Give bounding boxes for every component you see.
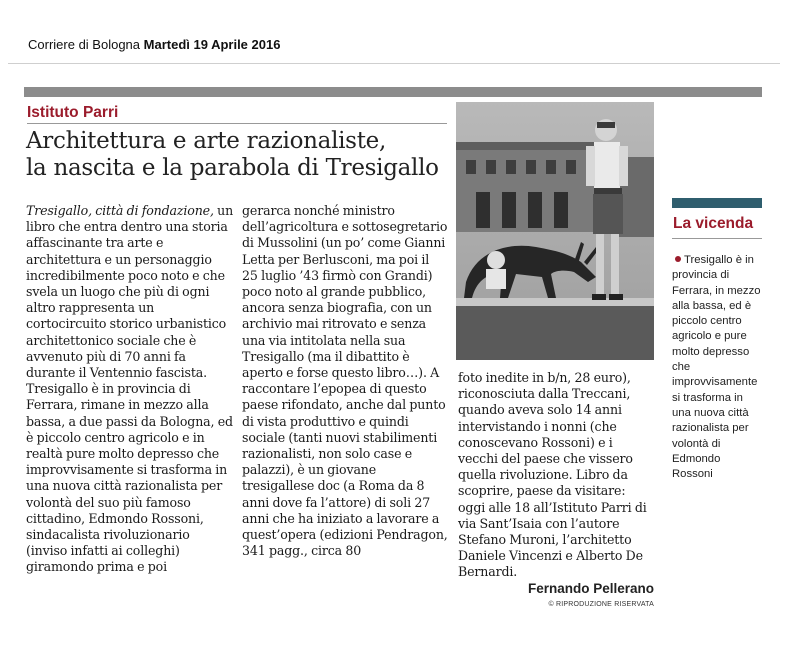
sidebar-divider [672, 238, 762, 239]
sidebar-bar [672, 198, 762, 208]
newspaper-name: Corriere di Bologna [28, 37, 141, 52]
article-column-1-text: un libro che entra dentro una storia affascinante tra arte e architettura e un personaggio incredibilmente poco noto e che svela un luogo che più di ogni altro rappresenta un cortocircuito storico urbanistico architettonico sociale che è avvenuto più di 70 anni fa durante il Ventennio fascista. Tresigallo è in provincia di Ferrara, rimane in mezzo alla bassa, a due passi da Bologna, ed è piccolo centro agricolo e in realtà pure molto depresso che improvvisamente si trasforma in una nuova città razionalista per volontà del suo più famoso cittadino, Edmondo Rossoni, sindacalista rivoluzionario (inviso infatti ai colleghi) giramondo prima e poi [26, 203, 234, 575]
article-column-3: foto inedite in b/n, 28 euro), riconosciuta dalla Treccani, quando aveva solo 14 anni intervistando i nonni (che conoscevano Rossoni) e i vecchi del paese che vissero quella rivoluzione. Libro da scoprire, paese da visitare: oggi alle 18 all’Istituto Parri di via Sant’Isaia con l’autore Stefano Muroni, l’architetto Daniele Vincenzi e Alberto De Bernardi. [458, 370, 647, 580]
kicker-divider [27, 123, 447, 124]
photo-boy-with-deer-statue [456, 102, 654, 360]
section-bar [24, 87, 762, 97]
headline-line-1: Architettura e arte razionaliste, [26, 128, 386, 154]
article-column-1 [26, 203, 234, 576]
headline [26, 128, 446, 182]
bullet-icon [675, 256, 681, 262]
kicker: Istituto Parri [27, 104, 119, 121]
article-lead: Tresigallo, città di fondazione, [26, 203, 214, 218]
article-photo [456, 102, 654, 360]
sidebar-body: Tresigallo è in provincia di Ferrara, in mezzo alla bassa, ed è piccolo centro agricolo e pure molto depresso che improvvisamente si trasforma in una nuova città razionalista per volontà di Edmondo Rossoni [672, 254, 761, 481]
headline-line-2: la nascita e la parabola di Tresigallo [26, 155, 439, 181]
masthead [28, 37, 280, 52]
sidebar-text [672, 253, 764, 482]
publication-date: Martedì 19 Aprile 2016 [143, 37, 281, 52]
author-byline: Fernando Pellerano [527, 581, 654, 596]
sidebar-title: La vicenda [673, 215, 754, 232]
copyright-notice: © RIPRODUZIONE RISERVATA [548, 601, 654, 608]
article-column-2: gerarca nonché ministro dell’agricoltura e sottosegretario di Mussolini (un po’ come Gianni Letta per Berlusconi, ma poi il 25 luglio ’43 firmò con Grandi) poco noto al grande pubblico, ancora senza biografia, con un archivio mai ritrovato e senza una via intitolata nella sua Tresigallo (ma il dibattito è aperto e forse questo libro…). A raccontare l’epopea di questo paese rifondato, anche dal punto di vista produttivo e quindi sociale (tanti nuovi stabilimenti razionalisti, non solo case e palazzi), è un giovane tresigallese doc (a Roma da 8 anni dove fa l’attore) di soli 27 anni che ha iniziato a lavorare a quest’opera (edizioni Pendragon, 341 pagg., circa 80 [242, 203, 448, 559]
